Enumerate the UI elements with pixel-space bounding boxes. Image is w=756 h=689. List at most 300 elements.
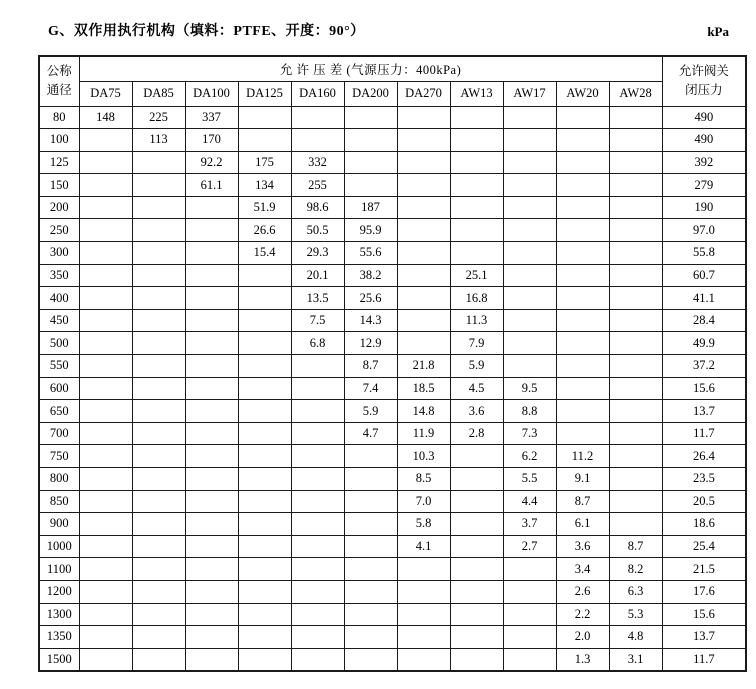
- table-row: [39, 264, 746, 287]
- pressure-diff-cell: [397, 174, 450, 197]
- pressure-diff-cell: [132, 242, 185, 265]
- pressure-diff-cell: [344, 580, 397, 603]
- pressure-diff-cell: [132, 219, 185, 242]
- pressure-diff-cell: [556, 242, 609, 265]
- nominal-diameter-cell: 250: [39, 219, 79, 242]
- pressure-diff-cell: [397, 287, 450, 310]
- nominal-diameter-cell: 500: [39, 332, 79, 355]
- table-row: [39, 309, 746, 332]
- table-row: [39, 603, 746, 626]
- pressure-diff-cell: [556, 400, 609, 423]
- pressure-diff-cell: [132, 400, 185, 423]
- pressure-diff-cell: [238, 332, 291, 355]
- nominal-diameter-cell: 100: [39, 129, 79, 152]
- pressure-diff-cell: [79, 468, 132, 491]
- actuator-model-header: DA270: [397, 81, 450, 106]
- table-header-row-top: [39, 56, 746, 81]
- pressure-diff-cell: [503, 264, 556, 287]
- pressure-diff-cell: 3.4: [556, 558, 609, 581]
- pressure-diff-cell: 7.9: [450, 332, 503, 355]
- pressure-diff-cell: [238, 264, 291, 287]
- pressure-diff-cell: [185, 219, 238, 242]
- pressure-diff-cell: [185, 445, 238, 468]
- table-row: [39, 332, 746, 355]
- pressure-diff-cell: 4.1: [397, 535, 450, 558]
- pressure-diff-cell: [185, 468, 238, 491]
- pressure-diff-cell: 3.6: [450, 400, 503, 423]
- valve-close-pressure-header-line1: 允许阀关: [678, 63, 729, 78]
- pressure-diff-cell: [132, 558, 185, 581]
- pressure-diff-cell: 2.2: [556, 603, 609, 626]
- pressure-diff-cell: 332: [291, 151, 344, 174]
- pressure-diff-cell: 3.1: [609, 648, 662, 671]
- pressure-diff-cell: 10.3: [397, 445, 450, 468]
- pressure-diff-cell: 8.7: [609, 535, 662, 558]
- pressure-diff-cell: [132, 490, 185, 513]
- pressure-diff-cell: [556, 309, 609, 332]
- pressure-diff-cell: [185, 422, 238, 445]
- table-row: [39, 129, 746, 152]
- actuator-model-header: AW20: [556, 81, 609, 106]
- close-pressure-cell: 60.7: [662, 264, 746, 287]
- nominal-diameter-cell: 80: [39, 106, 79, 129]
- pressure-diff-cell: [291, 445, 344, 468]
- pressure-diff-cell: [185, 309, 238, 332]
- pressure-diff-cell: 98.6: [291, 196, 344, 219]
- pressure-diff-cell: [450, 535, 503, 558]
- pressure-diff-cell: 29.3: [291, 242, 344, 265]
- pressure-diff-cell: [609, 490, 662, 513]
- pressure-diff-cell: 4.4: [503, 490, 556, 513]
- pressure-diff-cell: 255: [291, 174, 344, 197]
- table-row: [39, 626, 746, 649]
- pressure-diff-cell: [450, 174, 503, 197]
- pressure-diff-cell: [238, 422, 291, 445]
- pressure-diff-cell: [185, 400, 238, 423]
- nominal-diameter-cell: 1300: [39, 603, 79, 626]
- close-pressure-cell: 279: [662, 174, 746, 197]
- table-body: [39, 106, 746, 671]
- pressure-diff-cell: 26.6: [238, 219, 291, 242]
- pressure-diff-cell: 50.5: [291, 219, 344, 242]
- nominal-diameter-cell: 550: [39, 355, 79, 378]
- pressure-diff-cell: 5.3: [609, 603, 662, 626]
- pressure-diff-cell: [132, 196, 185, 219]
- pressure-diff-cell: [609, 106, 662, 129]
- pressure-diff-cell: [503, 196, 556, 219]
- pressure-diff-cell: [291, 603, 344, 626]
- pressure-diff-cell: [397, 603, 450, 626]
- pressure-diff-cell: 225: [132, 106, 185, 129]
- close-pressure-cell: 55.8: [662, 242, 746, 265]
- nominal-diameter-header-line1: 公称: [46, 63, 72, 78]
- pressure-diff-cell: [450, 580, 503, 603]
- nominal-diameter-cell: 125: [39, 151, 79, 174]
- pressure-diff-cell: [344, 490, 397, 513]
- pressure-diff-cell: [185, 490, 238, 513]
- close-pressure-cell: 11.7: [662, 648, 746, 671]
- pressure-diff-cell: [556, 422, 609, 445]
- pressure-diff-cell: [79, 626, 132, 649]
- pressure-diff-cell: [238, 626, 291, 649]
- pressure-diff-cell: [450, 626, 503, 649]
- pressure-diff-cell: [344, 648, 397, 671]
- pressure-diff-cell: [344, 174, 397, 197]
- pressure-diff-cell: [132, 422, 185, 445]
- pressure-diff-cell: [185, 513, 238, 536]
- pressure-diff-cell: [450, 490, 503, 513]
- pressure-diff-cell: 7.3: [503, 422, 556, 445]
- pressure-diff-cell: [503, 332, 556, 355]
- pressure-diff-cell: 7.5: [291, 309, 344, 332]
- pressure-diff-cell: [238, 490, 291, 513]
- close-pressure-cell: 26.4: [662, 445, 746, 468]
- pressure-diff-cell: [609, 513, 662, 536]
- pressure-diff-cell: [397, 309, 450, 332]
- pressure-diff-cell: [132, 626, 185, 649]
- pressure-diff-cell: 6.8: [291, 332, 344, 355]
- pressure-diff-cell: [450, 603, 503, 626]
- pressure-diff-cell: 6.1: [556, 513, 609, 536]
- pressure-diff-cell: [291, 129, 344, 152]
- pressure-diff-cell: 20.1: [291, 264, 344, 287]
- pressure-diff-cell: [397, 106, 450, 129]
- pressure-diff-cell: [291, 558, 344, 581]
- nominal-diameter-cell: 900: [39, 513, 79, 536]
- pressure-diff-cell: [503, 174, 556, 197]
- close-pressure-cell: 190: [662, 196, 746, 219]
- pressure-diff-cell: [132, 377, 185, 400]
- pressure-diff-cell: [238, 648, 291, 671]
- pressure-diff-cell: 51.9: [238, 196, 291, 219]
- close-pressure-cell: 25.4: [662, 535, 746, 558]
- pressure-diff-cell: [79, 580, 132, 603]
- pressure-diff-cell: 8.5: [397, 468, 450, 491]
- actuator-model-header: DA85: [132, 81, 185, 106]
- pressure-diff-cell: [344, 626, 397, 649]
- pressure-diff-cell: [609, 242, 662, 265]
- pressure-diff-cell: 3.7: [503, 513, 556, 536]
- nominal-diameter-cell: 150: [39, 174, 79, 197]
- table-row: [39, 377, 746, 400]
- pressure-diff-cell: [79, 309, 132, 332]
- nominal-diameter-header-line2: 通径: [46, 83, 72, 98]
- close-pressure-cell: 49.9: [662, 332, 746, 355]
- pressure-diff-cell: [132, 468, 185, 491]
- close-pressure-cell: 28.4: [662, 309, 746, 332]
- pressure-diff-cell: [185, 242, 238, 265]
- close-pressure-cell: 21.5: [662, 558, 746, 581]
- table-row: [39, 151, 746, 174]
- nominal-diameter-cell: 300: [39, 242, 79, 265]
- pressure-diff-cell: 9.1: [556, 468, 609, 491]
- pressure-diff-cell: [79, 422, 132, 445]
- nominal-diameter-cell: 800: [39, 468, 79, 491]
- pressure-diff-cell: 5.9: [344, 400, 397, 423]
- pressure-diff-cell: [291, 513, 344, 536]
- pressure-diff-cell: [238, 603, 291, 626]
- table-row: [39, 355, 746, 378]
- pressure-diff-cell: 134: [238, 174, 291, 197]
- pressure-diff-cell: [503, 603, 556, 626]
- pressure-diff-cell: [556, 174, 609, 197]
- nominal-diameter-cell: 350: [39, 264, 79, 287]
- pressure-diff-cell: 148: [79, 106, 132, 129]
- nominal-diameter-cell: 450: [39, 309, 79, 332]
- pressure-diff-cell: 12.9: [344, 332, 397, 355]
- pressure-diff-cell: [238, 445, 291, 468]
- pressure-diff-cell: [397, 264, 450, 287]
- pressure-diff-cell: [344, 535, 397, 558]
- close-pressure-cell: 20.5: [662, 490, 746, 513]
- pressure-diff-cell: [450, 445, 503, 468]
- pressure-diff-cell: [450, 648, 503, 671]
- pressure-diff-cell: 8.2: [609, 558, 662, 581]
- pressure-diff-cell: [132, 580, 185, 603]
- nominal-diameter-cell: 400: [39, 287, 79, 310]
- pressure-diff-cell: [556, 106, 609, 129]
- pressure-diff-cell: 21.8: [397, 355, 450, 378]
- close-pressure-cell: 392: [662, 151, 746, 174]
- pressure-diff-cell: [556, 332, 609, 355]
- table-row: [39, 580, 746, 603]
- pressure-diff-cell: 7.0: [397, 490, 450, 513]
- close-pressure-cell: 490: [662, 129, 746, 152]
- pressure-diff-cell: [79, 151, 132, 174]
- pressure-diff-cell: [397, 151, 450, 174]
- pressure-diff-cell: [185, 535, 238, 558]
- pressure-diff-cell: [609, 332, 662, 355]
- pressure-diff-cell: [185, 558, 238, 581]
- actuator-model-header: DA75: [79, 81, 132, 106]
- pressure-diff-cell: [609, 219, 662, 242]
- table-row: [39, 174, 746, 197]
- pressure-diff-cell: 4.7: [344, 422, 397, 445]
- pressure-diff-cell: 13.5: [291, 287, 344, 310]
- pressure-diff-cell: 38.2: [344, 264, 397, 287]
- pressure-diff-cell: [450, 219, 503, 242]
- pressure-diff-cell: [609, 309, 662, 332]
- pressure-diff-cell: [609, 355, 662, 378]
- pressure-diff-cell: [503, 287, 556, 310]
- pressure-diff-cell: [79, 129, 132, 152]
- pressure-diff-cell: [556, 377, 609, 400]
- actuator-model-header: AW17: [503, 81, 556, 106]
- nominal-diameter-cell: 1500: [39, 648, 79, 671]
- pressure-diff-cell: 8.7: [556, 490, 609, 513]
- pressure-diff-cell: [556, 264, 609, 287]
- pressure-diff-cell: [291, 626, 344, 649]
- pressure-diff-cell: [132, 603, 185, 626]
- pressure-diff-cell: 2.6: [556, 580, 609, 603]
- pressure-diff-cell: 8.7: [344, 355, 397, 378]
- pressure-diff-cell: [238, 535, 291, 558]
- pressure-diff-cell: 16.8: [450, 287, 503, 310]
- pressure-diff-cell: 4.5: [450, 377, 503, 400]
- pressure-diff-cell: 2.7: [503, 535, 556, 558]
- pressure-diff-cell: [503, 151, 556, 174]
- pressure-diff-cell: [397, 129, 450, 152]
- close-pressure-cell: 23.5: [662, 468, 746, 491]
- pressure-diff-cell: [291, 355, 344, 378]
- pressure-diff-cell: [397, 626, 450, 649]
- pressure-diff-cell: [79, 400, 132, 423]
- pressure-diff-cell: 95.9: [344, 219, 397, 242]
- nominal-diameter-cell: 1000: [39, 535, 79, 558]
- pressure-diff-cell: 61.1: [185, 174, 238, 197]
- pressure-diff-cell: 4.8: [609, 626, 662, 649]
- table-row: [39, 242, 746, 265]
- pressure-diff-cell: 2.0: [556, 626, 609, 649]
- pressure-diff-cell: [291, 580, 344, 603]
- pressure-diff-cell: [450, 242, 503, 265]
- pressure-diff-cell: [79, 332, 132, 355]
- pressure-diff-cell: [79, 242, 132, 265]
- table-row: [39, 490, 746, 513]
- pressure-diff-cell: [238, 400, 291, 423]
- nominal-diameter-cell: 700: [39, 422, 79, 445]
- pressure-diff-cell: [503, 626, 556, 649]
- valve-close-pressure-header-line2: 闭压力: [685, 83, 723, 98]
- pressure-diff-cell: 11.9: [397, 422, 450, 445]
- pressure-diff-cell: [556, 355, 609, 378]
- pressure-diff-cell: 8.8: [503, 400, 556, 423]
- pressure-diff-cell: [503, 309, 556, 332]
- pressure-diff-cell: [344, 468, 397, 491]
- pressure-diff-cell: 18.5: [397, 377, 450, 400]
- pressure-diff-cell: [503, 580, 556, 603]
- pressure-diff-cell: [238, 287, 291, 310]
- pressure-diff-cell: [609, 377, 662, 400]
- table-row: [39, 196, 746, 219]
- pressure-diff-cell: [450, 151, 503, 174]
- pressure-diff-cell: [79, 174, 132, 197]
- pressure-diff-cell: [397, 580, 450, 603]
- pressure-diff-cell: [79, 603, 132, 626]
- pressure-diff-cell: [238, 558, 291, 581]
- pressure-diff-cell: [609, 287, 662, 310]
- pressure-diff-cell: [185, 626, 238, 649]
- pressure-diff-cell: [344, 151, 397, 174]
- pressure-diff-cell: 187: [344, 196, 397, 219]
- pressure-diff-cell: [609, 445, 662, 468]
- nominal-diameter-cell: 650: [39, 400, 79, 423]
- pressure-diff-cell: 5.8: [397, 513, 450, 536]
- pressure-diff-cell: [450, 468, 503, 491]
- close-pressure-cell: 13.7: [662, 400, 746, 423]
- pressure-diff-cell: [291, 490, 344, 513]
- pressure-diff-cell: [132, 287, 185, 310]
- pressure-diff-cell: [503, 648, 556, 671]
- table-row: [39, 513, 746, 536]
- pressure-diff-cell: [79, 219, 132, 242]
- table-row: [39, 400, 746, 423]
- pressure-diff-cell: [503, 219, 556, 242]
- pressure-diff-cell: 9.5: [503, 377, 556, 400]
- pressure-diff-cell: 3.6: [556, 535, 609, 558]
- pressure-diff-cell: [609, 151, 662, 174]
- pressure-diff-cell: [132, 445, 185, 468]
- pressure-diff-cell: [556, 129, 609, 152]
- actuator-model-header-row: [39, 81, 746, 106]
- table-row: [39, 219, 746, 242]
- nominal-diameter-cell: 1200: [39, 580, 79, 603]
- pressure-diff-cell: [238, 513, 291, 536]
- allowed-pressure-diff-header: 允 许 压 差 (气源压力：400kPa): [79, 56, 662, 81]
- actuator-model-header: AW28: [609, 81, 662, 106]
- pressure-diff-cell: 25.1: [450, 264, 503, 287]
- pressure-diff-cell: [132, 332, 185, 355]
- pressure-diff-cell: [503, 106, 556, 129]
- pressure-diff-cell: [238, 106, 291, 129]
- pressure-diff-cell: [185, 377, 238, 400]
- pressure-diff-cell: [609, 174, 662, 197]
- pressure-diff-cell: [344, 603, 397, 626]
- nominal-diameter-cell: 750: [39, 445, 79, 468]
- pressure-diff-cell: 11.3: [450, 309, 503, 332]
- pressure-diff-cell: 113: [132, 129, 185, 152]
- pressure-diff-cell: 6.2: [503, 445, 556, 468]
- pressure-spec-table: [38, 55, 747, 672]
- nominal-diameter-cell: 200: [39, 196, 79, 219]
- pressure-diff-cell: 170: [185, 129, 238, 152]
- pressure-diff-cell: 55.6: [344, 242, 397, 265]
- pressure-diff-cell: [450, 513, 503, 536]
- pressure-diff-cell: [185, 355, 238, 378]
- close-pressure-cell: 17.6: [662, 580, 746, 603]
- pressure-diff-cell: [79, 377, 132, 400]
- pressure-diff-cell: [79, 535, 132, 558]
- pressure-diff-cell: [397, 558, 450, 581]
- pressure-diff-cell: [79, 287, 132, 310]
- pressure-diff-cell: [609, 422, 662, 445]
- pressure-diff-cell: [79, 513, 132, 536]
- pressure-diff-cell: 7.4: [344, 377, 397, 400]
- close-pressure-cell: 15.6: [662, 603, 746, 626]
- pressure-diff-cell: [344, 129, 397, 152]
- table-row: [39, 535, 746, 558]
- pressure-diff-cell: 92.2: [185, 151, 238, 174]
- pressure-diff-cell: [609, 129, 662, 152]
- pressure-diff-cell: [556, 287, 609, 310]
- nominal-diameter-cell: 850: [39, 490, 79, 513]
- close-pressure-cell: 97.0: [662, 219, 746, 242]
- table-row: [39, 106, 746, 129]
- pressure-diff-cell: 15.4: [238, 242, 291, 265]
- pressure-diff-cell: [132, 264, 185, 287]
- pressure-diff-cell: [291, 377, 344, 400]
- pressure-diff-cell: [503, 355, 556, 378]
- pressure-diff-cell: [132, 648, 185, 671]
- pressure-diff-cell: [291, 106, 344, 129]
- table-row: [39, 648, 746, 671]
- pressure-diff-cell: [238, 309, 291, 332]
- pressure-diff-cell: [450, 106, 503, 129]
- pressure-diff-cell: [238, 468, 291, 491]
- pressure-diff-cell: [132, 355, 185, 378]
- pressure-diff-cell: 5.9: [450, 355, 503, 378]
- close-pressure-cell: 15.6: [662, 377, 746, 400]
- table-row: [39, 468, 746, 491]
- pressure-diff-cell: [185, 287, 238, 310]
- pressure-diff-cell: [556, 151, 609, 174]
- pressure-diff-cell: 25.6: [344, 287, 397, 310]
- pressure-diff-cell: [79, 196, 132, 219]
- nominal-diameter-header: [39, 56, 79, 106]
- pressure-diff-cell: [185, 264, 238, 287]
- pressure-diff-cell: [79, 445, 132, 468]
- pressure-diff-cell: [79, 648, 132, 671]
